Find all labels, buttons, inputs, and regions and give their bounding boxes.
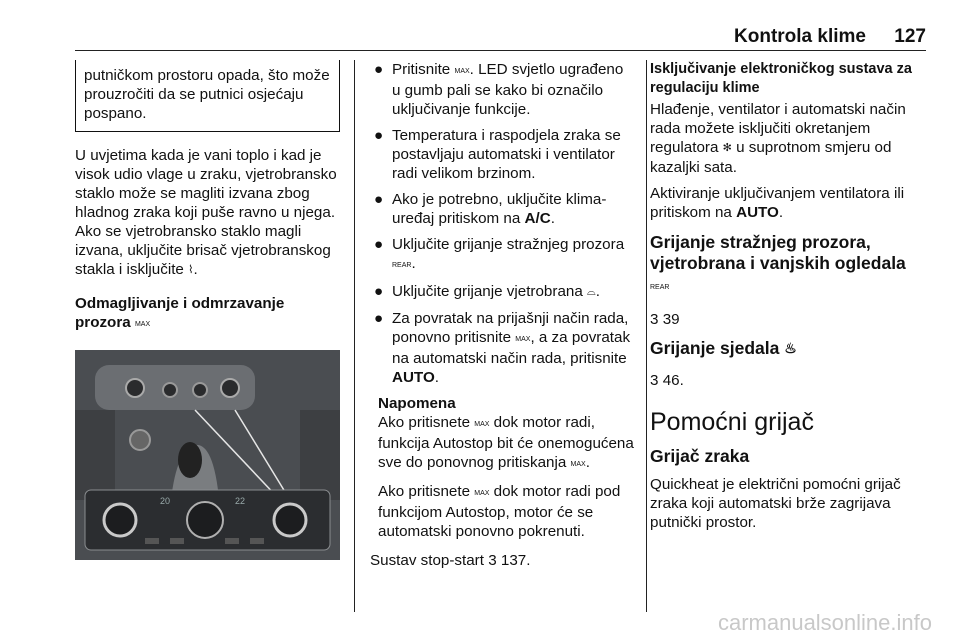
max-defrost-icon: MAX (474, 421, 490, 428)
list-item: ● Ako je potrebno, uključite klima-uređaj pritiskom na A/C. (374, 191, 607, 227)
bold-paragraph: Isključivanje elektroničkog sustava za regulaciju klime (650, 61, 912, 96)
section-heading: Grijanje sjedala ♨ (650, 338, 797, 358)
windscreen-heat-icon: ⌓ (587, 286, 596, 298)
watermark: carmanualsonline.info (717, 610, 932, 635)
page-reference: 3 39 (650, 311, 680, 328)
note-block (370, 394, 635, 541)
page-title: Kontrola klime (734, 26, 866, 47)
max-defrost-icon: MAX (454, 68, 470, 75)
page-number: 127 (894, 26, 926, 47)
arrow-ref-icon: 3 (488, 552, 497, 569)
section-heading: Grijač zraka (650, 446, 750, 466)
paragraph: Quickheat je električni pomoćni grijač zraka koji automatski brže zagrijava putnički prostor. (650, 476, 901, 531)
chapter-heading: Pomoćni grijač (650, 408, 814, 436)
seat-heat-icon: ♨ (784, 340, 797, 356)
continued-box (75, 60, 340, 132)
box-text: putničkom prostoru opada, što može prouzročiti da se putnici osjećaju pospano. (84, 67, 330, 122)
list-item: ● Uključite grijanje stražnjeg prozora REAR. (370, 235, 635, 275)
cross-reference: Sustav stop-start 3 137. (370, 552, 531, 569)
rear-window-heat-icon: REAR (392, 262, 412, 269)
note-text: Ako pritisnete MAX dok motor radi, funkcija Autostop bit će onemogućena sve do ponovnog pritiskanja MAX. (378, 413, 635, 474)
max-defrost-icon: MAX (515, 336, 531, 343)
max-defrost-icon: MAX (570, 461, 586, 468)
rear-window-heat-icon: REAR (650, 284, 670, 291)
climate-panel-photo (75, 350, 340, 560)
list-item: ● Uključite grijanje vjetrobrana ⌓. (374, 283, 600, 300)
section-heading: Grijanje stražnjeg prozora, vjetrobrana i vanjskih ogledala REAR (650, 232, 930, 298)
paragraph: Aktiviranje uključivanjem ventilatora ili pritiskom na AUTO. (650, 185, 905, 221)
display-right-temp: 22 (235, 496, 246, 506)
column-1 (75, 60, 340, 560)
display-left-temp: 20 (160, 496, 171, 506)
arrow-ref-icon: 3 (650, 372, 659, 389)
column-divider (354, 60, 355, 612)
column-divider (646, 60, 647, 612)
note-heading: Napomena (378, 395, 456, 412)
max-defrost-icon: MAX (474, 490, 490, 497)
instruction-list (370, 60, 635, 387)
paragraph: U uvjetima kada je vani toplo i kad je visok udio vlage u zraku, vjetrobransko staklo može se magliti izvana zbog hladnog zraka koji puše ravno u njega. Ako se vjetrobransko staklo magli izvana, uključite brisač vjetrobranskog stakla i isključite ⌇. (75, 147, 337, 278)
subheading: Odmagljivanje i odmrzavanje prozora MAX (75, 294, 340, 334)
climate-panel-image (75, 350, 340, 560)
page-header (75, 26, 926, 51)
wiper-icon: ⌇ (188, 264, 194, 276)
list-item: ● Pritisnite MAX. LED svjetlo ugrađeno u gumb pali se kako bi označilo uključivanje funkcije. (374, 61, 624, 118)
list-item: ● Za povratak na prijašnji način rada, ponovno pritisnite MAX, a za povratak na automatski način rada, pritisnite AUTO. (374, 310, 631, 386)
page-reference: 3 46. (650, 372, 684, 389)
fan-icon: ✻ (722, 142, 732, 154)
arrow-ref-icon: 3 (650, 311, 659, 328)
note-text: Ako pritisnete MAX dok motor radi pod funkcijom Autostop, motor će se automatski ponovno pokrenuti. (378, 483, 621, 540)
column-3 (650, 60, 930, 532)
paragraph: Hlađenje, ventilator i automatski način rada možete isključiti okretanjem regulatora ✻ u suprotnom smjeru od kazaljki sata. (650, 101, 906, 176)
max-defrost-icon: MAX (134, 321, 151, 328)
column-2 (370, 60, 635, 570)
list-item: ● Temperatura i raspodjela zraka se postavljaju automatski i ventilator radi velikom brzinom. (374, 127, 621, 182)
